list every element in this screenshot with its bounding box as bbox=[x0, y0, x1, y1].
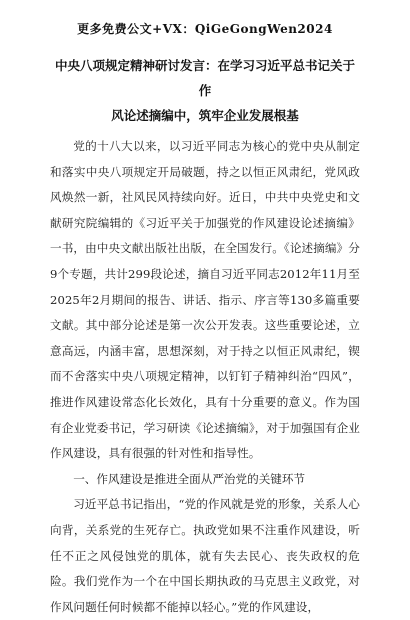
watermark-header: 更多免费公文+VX：QiGeGongWen2024 bbox=[77, 22, 333, 36]
document-title-line-2: 风论述摘编中，筑牢企业发展根基 bbox=[111, 108, 299, 123]
paragraph-intro: 党的十八大以来，以习近平同志为核心的党中央从制定和落实中央八项规定开局破题，持之以恒正风肃纪，党风政风焕然一新，社风民风持续向好。近日，中共中央党史和文献研究院编辑的《习近平关于加强党的作风建设论述摘编》一书，由中央文献出版社出版，在全国发行。《论述摘编》分9个专题，共计299段论述，摘自习近平同志2012年11月至2025年2月期间的报告、讲话、指示、序言等130多篇重要文献。其中部分论述是第一次公开发表。这些重要论述，立意高远，内涵丰富，思想深刻，对于持之以恒正风肃纪，锲而不舍落实中央八项规定精神，以钉钉子精神纠治“四风”，推进作风建设常态化长效化，具有十分重要的意义。作为国有企业党委书记，学习研读《论述摘编》，对于加强国有企业作风建设，具有很强的针对性和指导性。 bbox=[50, 139, 360, 461]
paragraph-section-1: 习近平总书记指出，“党的作风就是党的形象，关系人心向背，关系党的生死存亡。执政党如果不注重作风建设，听任不正之风侵蚀党的肌体，就有失去民心、丧失政权的危险。我们党作为一个在中国长期执政的马克思主义政党，对作风问题任何时候都不能掉以轻心。”党的作风建设， bbox=[50, 497, 360, 614]
document-title-line-1: 中央八项规定精神研讨发言：在学习习近平总书记关于作 bbox=[54, 58, 355, 98]
section-heading-1: 一、作风建设是推进全面从严治党的关键环节 bbox=[73, 471, 306, 486]
document-title bbox=[50, 53, 360, 128]
